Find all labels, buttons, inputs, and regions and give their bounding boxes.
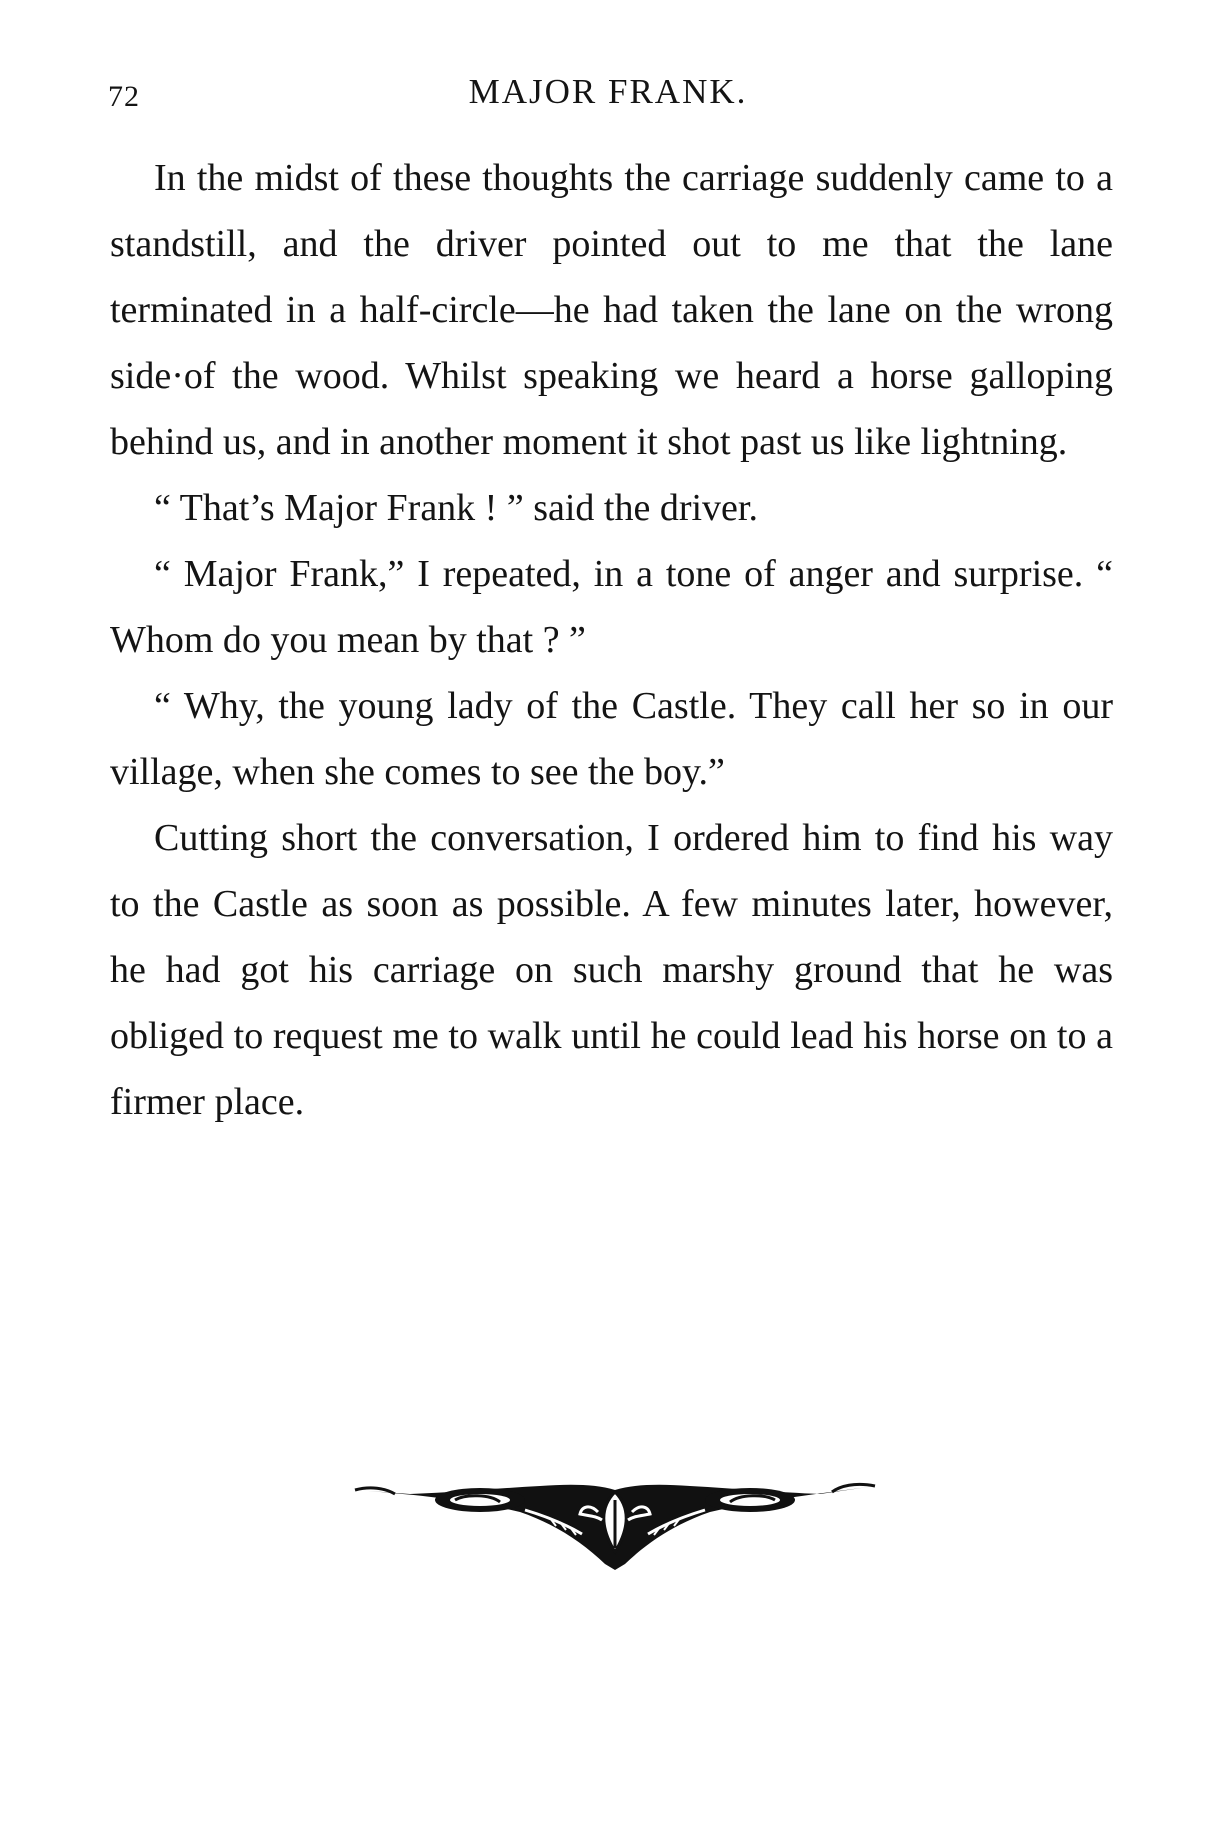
- paragraph-driver-answer: “ Why, the young lady of the Castle. They call her so in our village, when she comes to see the boy.”: [110, 685, 1113, 793]
- running-title: MAJOR FRANK.: [468, 72, 748, 111]
- running-head: [108, 72, 1108, 122]
- page-number: 72: [108, 80, 140, 113]
- paragraph-driver-remark: “ That’s Major Frank ! ” said the driver.: [154, 487, 758, 529]
- body-text: [110, 145, 1113, 1135]
- paragraph-narrator-question: “ Major Frank,” I repeated, in a tone of anger and surprise. “ Whom do you mean by that ? ”: [110, 553, 1113, 661]
- floral-tailpiece-ornament-icon: [350, 1472, 880, 1572]
- paragraph-marshy-ground: Cutting short the conversation, I ordered him to find his way to the Castle as soon as possible. A few minutes later, however, he had got his carriage on such marshy ground that he was obliged to request me to walk until he could lead his horse on to a firmer place.: [110, 817, 1113, 1123]
- paragraph-carriage-standstill: In the midst of these thoughts the carriage suddenly came to a standstill, and the driver pointed out to me that the lane terminated in a half-circle—he had taken the lane on the wrong side·of the wood. Whilst speaking we heard a horse galloping behind us, and in another moment it shot past us like lightning.: [110, 157, 1113, 463]
